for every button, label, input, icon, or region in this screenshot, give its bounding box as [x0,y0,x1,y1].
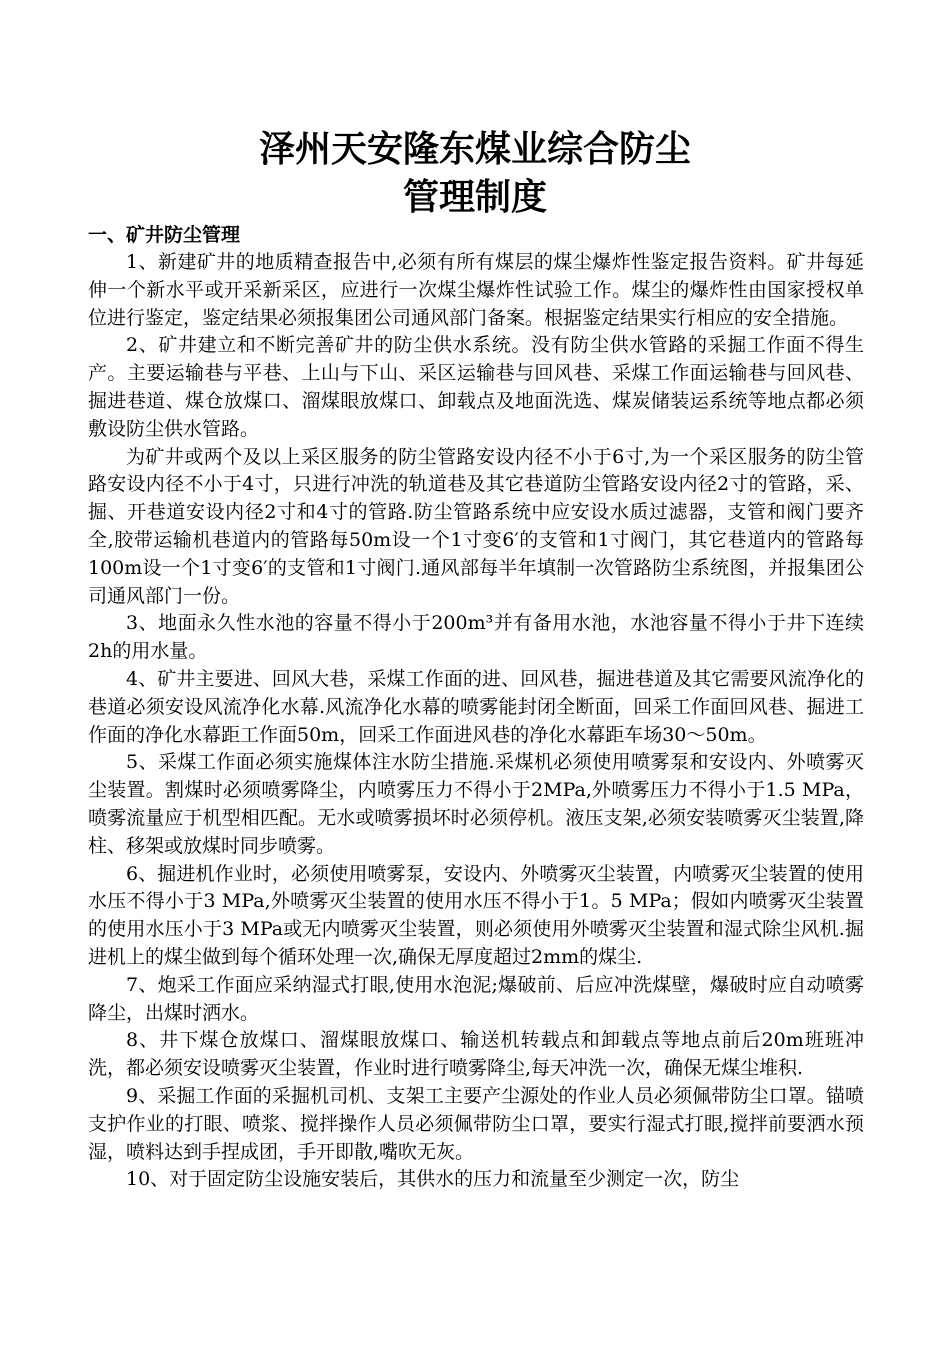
paragraph-4: 4、矿井主要进、回风大巷，采煤工作面的进、回风巷，掘进巷道及其它需要风流净化的巷道必须安设风流净化水幕.风流净化水幕的喷雾能封闭全断面，回采工作面回风巷、掘进工作面的净化水幕距工作面50m，回采工作面进风巷的净化水幕距车场30～50m。 [88,667,864,746]
paragraph-5: 5、采煤工作面必须实施煤体注水防尘措施.采煤机必须使用喷雾泵和安设内、外喷雾灭尘装置。割煤时必须喷雾降尘，内喷雾压力不得小于2MPa,外喷雾压力不得小于1.5 MPa，喷雾流量应于机型相匹配。无水或喷雾损坏时必须停机。液压支架,必须安装喷雾灭尘装置,降柱、移架或放煤时同步喷雾。 [88,751,864,857]
paragraph-10: 10、对于固定防尘设施安装后，其供水的压力和流量至少测定一次，防尘 [126,1168,740,1191]
document-title-line2: 管理制度 [402,177,547,218]
paragraph-8: 8、井下煤仓放煤口、溜煤眼放煤口、输送机转载点和卸载点等地点前后20m班班冲洗，都必须安设喷雾灭尘装置，作业时进行喷雾降尘,每天冲洗一次，确保无煤尘堆积. [88,1029,864,1080]
paragraph-6: 6、掘进机作业时，必须使用喷雾泵，安设内、外喷雾灭尘装置，内喷雾灭尘装置的使用水压不得小于3 MPa,外喷雾灭尘装置的使用水压不得小于1。5 MPa；假如内喷雾灭尘装置的使用水压小于3 MPa或无内喷雾灭尘装置，则必须使用外喷雾灭尘装置和湿式除尘风机.掘进机上的煤尘做到每个循环处理一次,确保无厚度超过2mm的煤尘. [88,862,864,968]
document-title-line1: 泽州天安隆东煤业综合防尘 [258,129,691,170]
paragraph-1: 1、新建矿井的地质精查报告中,必须有所有煤层的煤尘爆炸性鉴定报告资料。矿井每延伸一个新水平或开采新采区，应进行一次煤尘爆炸性试验工作。煤尘的爆炸性由国家授权单位进行鉴定，鉴定结果必须报集团公司通风部门备案。根据鉴定结果实行相应的安全措施。 [88,251,864,329]
paragraph-2: 2、矿井建立和不断完善矿井的防尘供水系统。没有防尘供水管路的采掘工作面不得生产。主要运输巷与平巷、上山与下山、采区运输巷与回风巷、采煤工作面运输巷与回风巷、掘进巷道、煤仓放煤口、溜煤眼放煤口、卸载点及地面洗选、煤炭储装运系统等地点都必须敷设防尘供水管路。 [88,334,864,440]
paragraph-7: 7、炮采工作面应采纳湿式打眼,使用水泡泥;爆破前、后应冲洗煤壁，爆破时应自动喷雾降尘，出煤时洒水。 [88,973,864,1024]
document-body [88,249,864,1194]
paragraph-3: 3、地面永久性水池的容量不得小于200m³并有备用水池，水池容量不得小于井下连续2h的用水量。 [88,612,864,663]
paragraph-9: 9、采掘工作面的采掘机司机、支架工主要产尘源处的作业人员必须佩带防尘口罩。锚喷支护作业的打眼、喷浆、搅拌操作人员必须佩带防尘口罩，要实行湿式打眼,搅拌前要洒水预湿，喷料达到手捏成团，手开即散,嘴吹无灰。 [88,1084,864,1163]
section-heading-mine-dust-management: 一、矿井防尘管理 [88,224,241,246]
paragraph-2-pipe-spec: 为矿井或两个及以上采区服务的防尘管路安设内径不小于6寸,为一个采区服务的防尘管路安设内径不小于4寸，只进行冲洗的轨道巷及其它巷道防尘管路安设内径2寸的管路，采、掘、开巷道安设内径2寸和4寸的管路.防尘管路系统中应安设水质过滤器，支管和阀门要齐全,胶带运输机巷道内的管路每50m设一个1寸变6′的支管和1寸阀门，其它巷道内的管路每100m设一个1寸变6′的支管和1寸阀门.通风部每半年填制一次管路防尘系统图，并报集团公司通风部门一份。 [88,445,864,607]
